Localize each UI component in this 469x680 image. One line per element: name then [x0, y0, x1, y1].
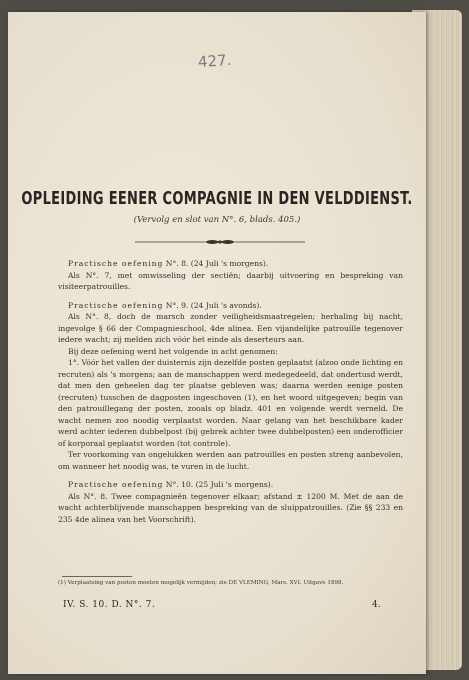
- section-heading: Practische oefening N°. 10. (25 Juli 's morgens).: [68, 480, 274, 489]
- paragraph: Als N°. 7, met omwisseling der sectiën; daarbij uitvoering en bespreking van visiteerpatrouilles.: [58, 270, 403, 291]
- section-heading: Practische oefening N°. 8. (24 Juli 's morgens).: [68, 259, 269, 268]
- footnote-divider: [62, 576, 132, 577]
- signature-mark: IV. S. 10. D. N°. 7.: [63, 600, 156, 610]
- paragraph: Bij deze oefening werd het volgende in acht genomen:: [68, 346, 278, 356]
- footnote: (1) Verplaatsing van posten moeten mogelijk vermijden; zie DE VLEMING, Mars. XVI. Uitgave 1898.: [58, 580, 344, 586]
- ornament-divider-icon: [135, 238, 305, 246]
- paragraph: Als N°. 8. Twee compagnieën tegenover elkaar; afstand ± 1200 M. Met de aan de wacht achterblijvende manschappen bespreking van de sluippatrouilles. (Zie §§ 233 en 235 4de alinea van het Voorschrift).: [58, 491, 403, 524]
- book-page: [8, 12, 426, 674]
- sheet-number: 4.: [372, 600, 381, 610]
- article-body: [58, 258, 403, 525]
- section-heading: Practische oefening N°. 9. (24 Juli 's avonds).: [68, 300, 262, 310]
- pencil-page-number: 427.: [197, 50, 232, 72]
- paragraph: Ter voorkoming van ongelukken werden aan patrouilles en posten streng aanbevolen, om wanneer het noodig was, te vuren in de lucht.: [58, 450, 403, 471]
- article-subtitle: (Vervolg en slot van N°. 6, blads. 405.): [133, 215, 301, 225]
- paragraph: 1°. Vóór het vallen der duisternis zijn dezelfde posten geplaatst (alzoo onde lichting en recruten) als 's morgens; aan de manschappen werd medegedeeld, dat ondertusd werdt, dat men den geheelen dag ter plaatse gebleven was; daarna werden eenige posten (recruten) tusschen de dagposten ingeschoven (1), en het woord uitgegeven; begin van den patrouillegang der posten, zooals op bladz. 401 en volgende werdt verneld. De wacht nemen zoo noodig verplaatst worden. Naar gelang van het beschikbare kader werd achter iederen dubbelpost (bij gebrek achter twee dubbelposten) een onderofficier of korporaal geplaatst worden (tot controle).: [58, 358, 404, 448]
- article-title: OPLEIDING EENER COMPAGNIE IN DEN VELDDIENST.: [21, 189, 413, 210]
- paragraph: Als N°. 8, doch de marsch zonder veiligheidsmaatregelen; herhaling bij nacht, ingevolge § 66 der Compagnieschool, 4de alinea. Een vijandelijke patrouille tegenover iedere wacht; zij melden zich vóór het einde als deserteurs aan.: [58, 312, 403, 344]
